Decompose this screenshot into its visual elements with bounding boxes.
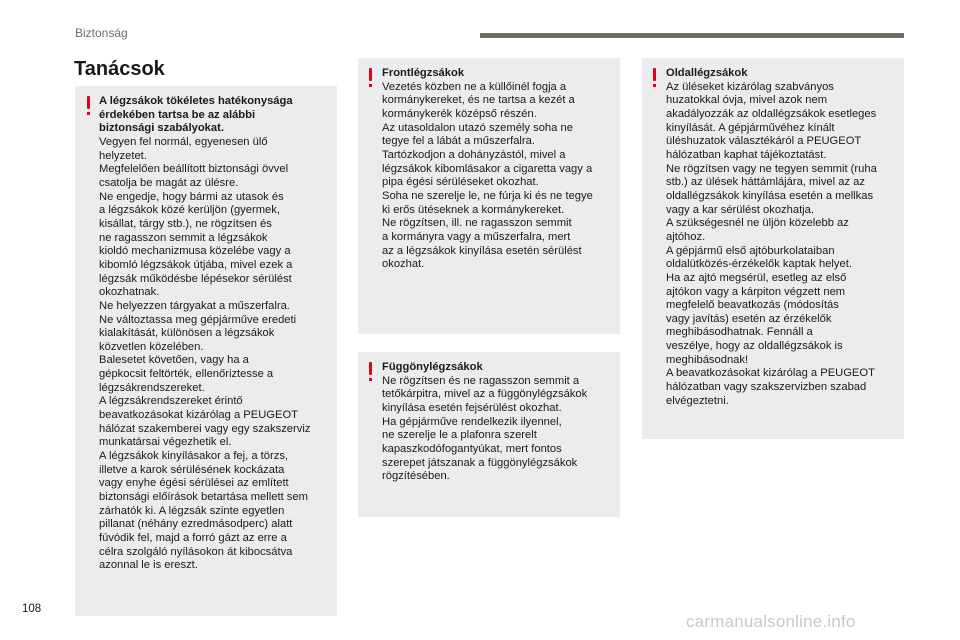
exclamation-warning-icon [369,68,372,81]
exclamation-warning-icon [87,96,90,109]
safety-rules-title: A légzsákok tökéletes hatékonysága érdekében tartsa be az alábbi biztonsági szabályokat. [99,95,293,135]
front-airbags-text [382,67,618,272]
exclamation-warning-icon [653,68,656,81]
curtain-airbags-text [382,361,618,484]
side-airbags-body: Az üléseket kizárólag szabványos huzatokkal óvja, mivel azok nem akadályozzák az oldallégzsákok esetleges kinyílását. A gépjárművéhez kínált üléshuzatok választékáról a PEUGEOT hálózatban kaphat tájékoztatást. Ne rögzítsen vagy ne tegyen semmit (ruha stb.) az ülések háttámlájára, mivel az az oldallégzsákok kinyílása esetén a mellkas vagy a kar sérülést okozhatja. A szükségesnél ne üljön közelebb az ajtóhoz. A gépjármű első ajtóburkolataiban oldalütközés-érzékelők kaptak helyet. Ha az ajtó megsérül, esetleg az első ajtókon vagy a kárpiton végzett nem megfelelő beavatkozás (módosítás vagy javítás) esetén az érzékelők meghibásodhatnak. Fennáll a veszélye, hogy az oldallégzsákok is meghibásodnak! A beavatkozásokat kizárólag a PEUGEOT hálózatban vagy szakszervizben szabad elvégeztetni. [666,80,877,407]
front-airbags-body: Vezetés közben ne a küllőinél fogja a kormánykereket, és ne tartsa a kezét a kormánykerék középső részén. Az utasoldalon utazó személy soha ne tegye fel a lábát a műszerfalra. Tartózkodjon a dohányzástól, mivel a légzsákok kibomlásakor a cigaretta vagy a pipa égési sérüléseket okozhat. Soha ne szerelje le, ne fúrja ki és ne tegye ki erős ütéseknek a kormánykereket. Ne rögzítsen, ill. ne ragasszon semmit a kormányra vagy a műszerfalra, mert az a légzsákok kinyílása esetén sérülést okozhat. [382,80,593,271]
page-title: Tanácsok [74,58,165,80]
curtain-airbags-body: Ne rögzítsen és ne ragasszon semmit a tetőkárpitra, mivel az a függönylégzsákok kinyílása esetén fejsérülést okozhat. Ha gépjárműve rendelkezik ilyennel, ne szerelje le a plafonra szerelt kapaszkodófogantyúkat, mert fontos szerepet játszanak a függönylégzsákok rögzítésében. [382,374,588,483]
safety-rules-body: Vegyen fel normál, egyenesen ülő helyzetet. Megfelelően beállított biztonsági övvel csatolja be magát az ülésre. Ne engedje, hogy bármi az utasok és a légzsákok közé kerüljön (gyermek, kisállat, tárgy stb.), ne rögzítsen és ne ragasszon semmit a légzsákok kioldó mechanizmusa közelébe vagy a kibomló légzsákok útjába, mivel ezek a légzsák működésbe lépésekor sérülést okozhatnak. Ne helyezzen tárgyakat a műszerfalra. Ne változtassa meg gépjárműve eredeti kialakítását, különösen a légzsákok közvetlen közelében. Balesetet követően, vagy ha a gépkocsit feltörték, ellenőriztesse a légzsákrendszereket. A légzsákrendszereket érintő beavatkozásokat kizárólag a PEUGEOT hálózat szakemberei vagy egy szakszerviz munkatársai végezhetik el. A légzsákok kinyílásakor a fej, a törzs, illetve a karok sérülésének kockázata vagy enyhe égési sérülései az említett biztonsági előírások betartása mellett sem zárhatók ki. A légzsák szinte egyetlen pillanat (néhány ezredmásodperc) alatt fúvódik fel, majd a forró gázt az erre a célra szolgáló nyílásokon át kibocsátva azonnal le is ereszt. [99,135,311,572]
watermark: carmanualsonline.info [686,612,856,631]
safety-rules-box [75,86,337,616]
side-airbags-text [666,67,902,408]
header-accent-bar [480,33,904,38]
curtain-airbags-title: Függönylégzsákok [382,361,483,373]
curtain-airbags-box [358,352,620,517]
exclamation-warning-icon [369,362,372,375]
safety-rules-text [99,95,335,573]
section-label: Biztonság [75,26,128,40]
front-airbags-title: Frontlégzsákok [382,67,465,79]
side-airbags-title: Oldallégzsákok [666,67,748,79]
side-airbags-box [642,58,904,439]
page-number: 108 [22,603,42,615]
front-airbags-box [358,58,620,334]
